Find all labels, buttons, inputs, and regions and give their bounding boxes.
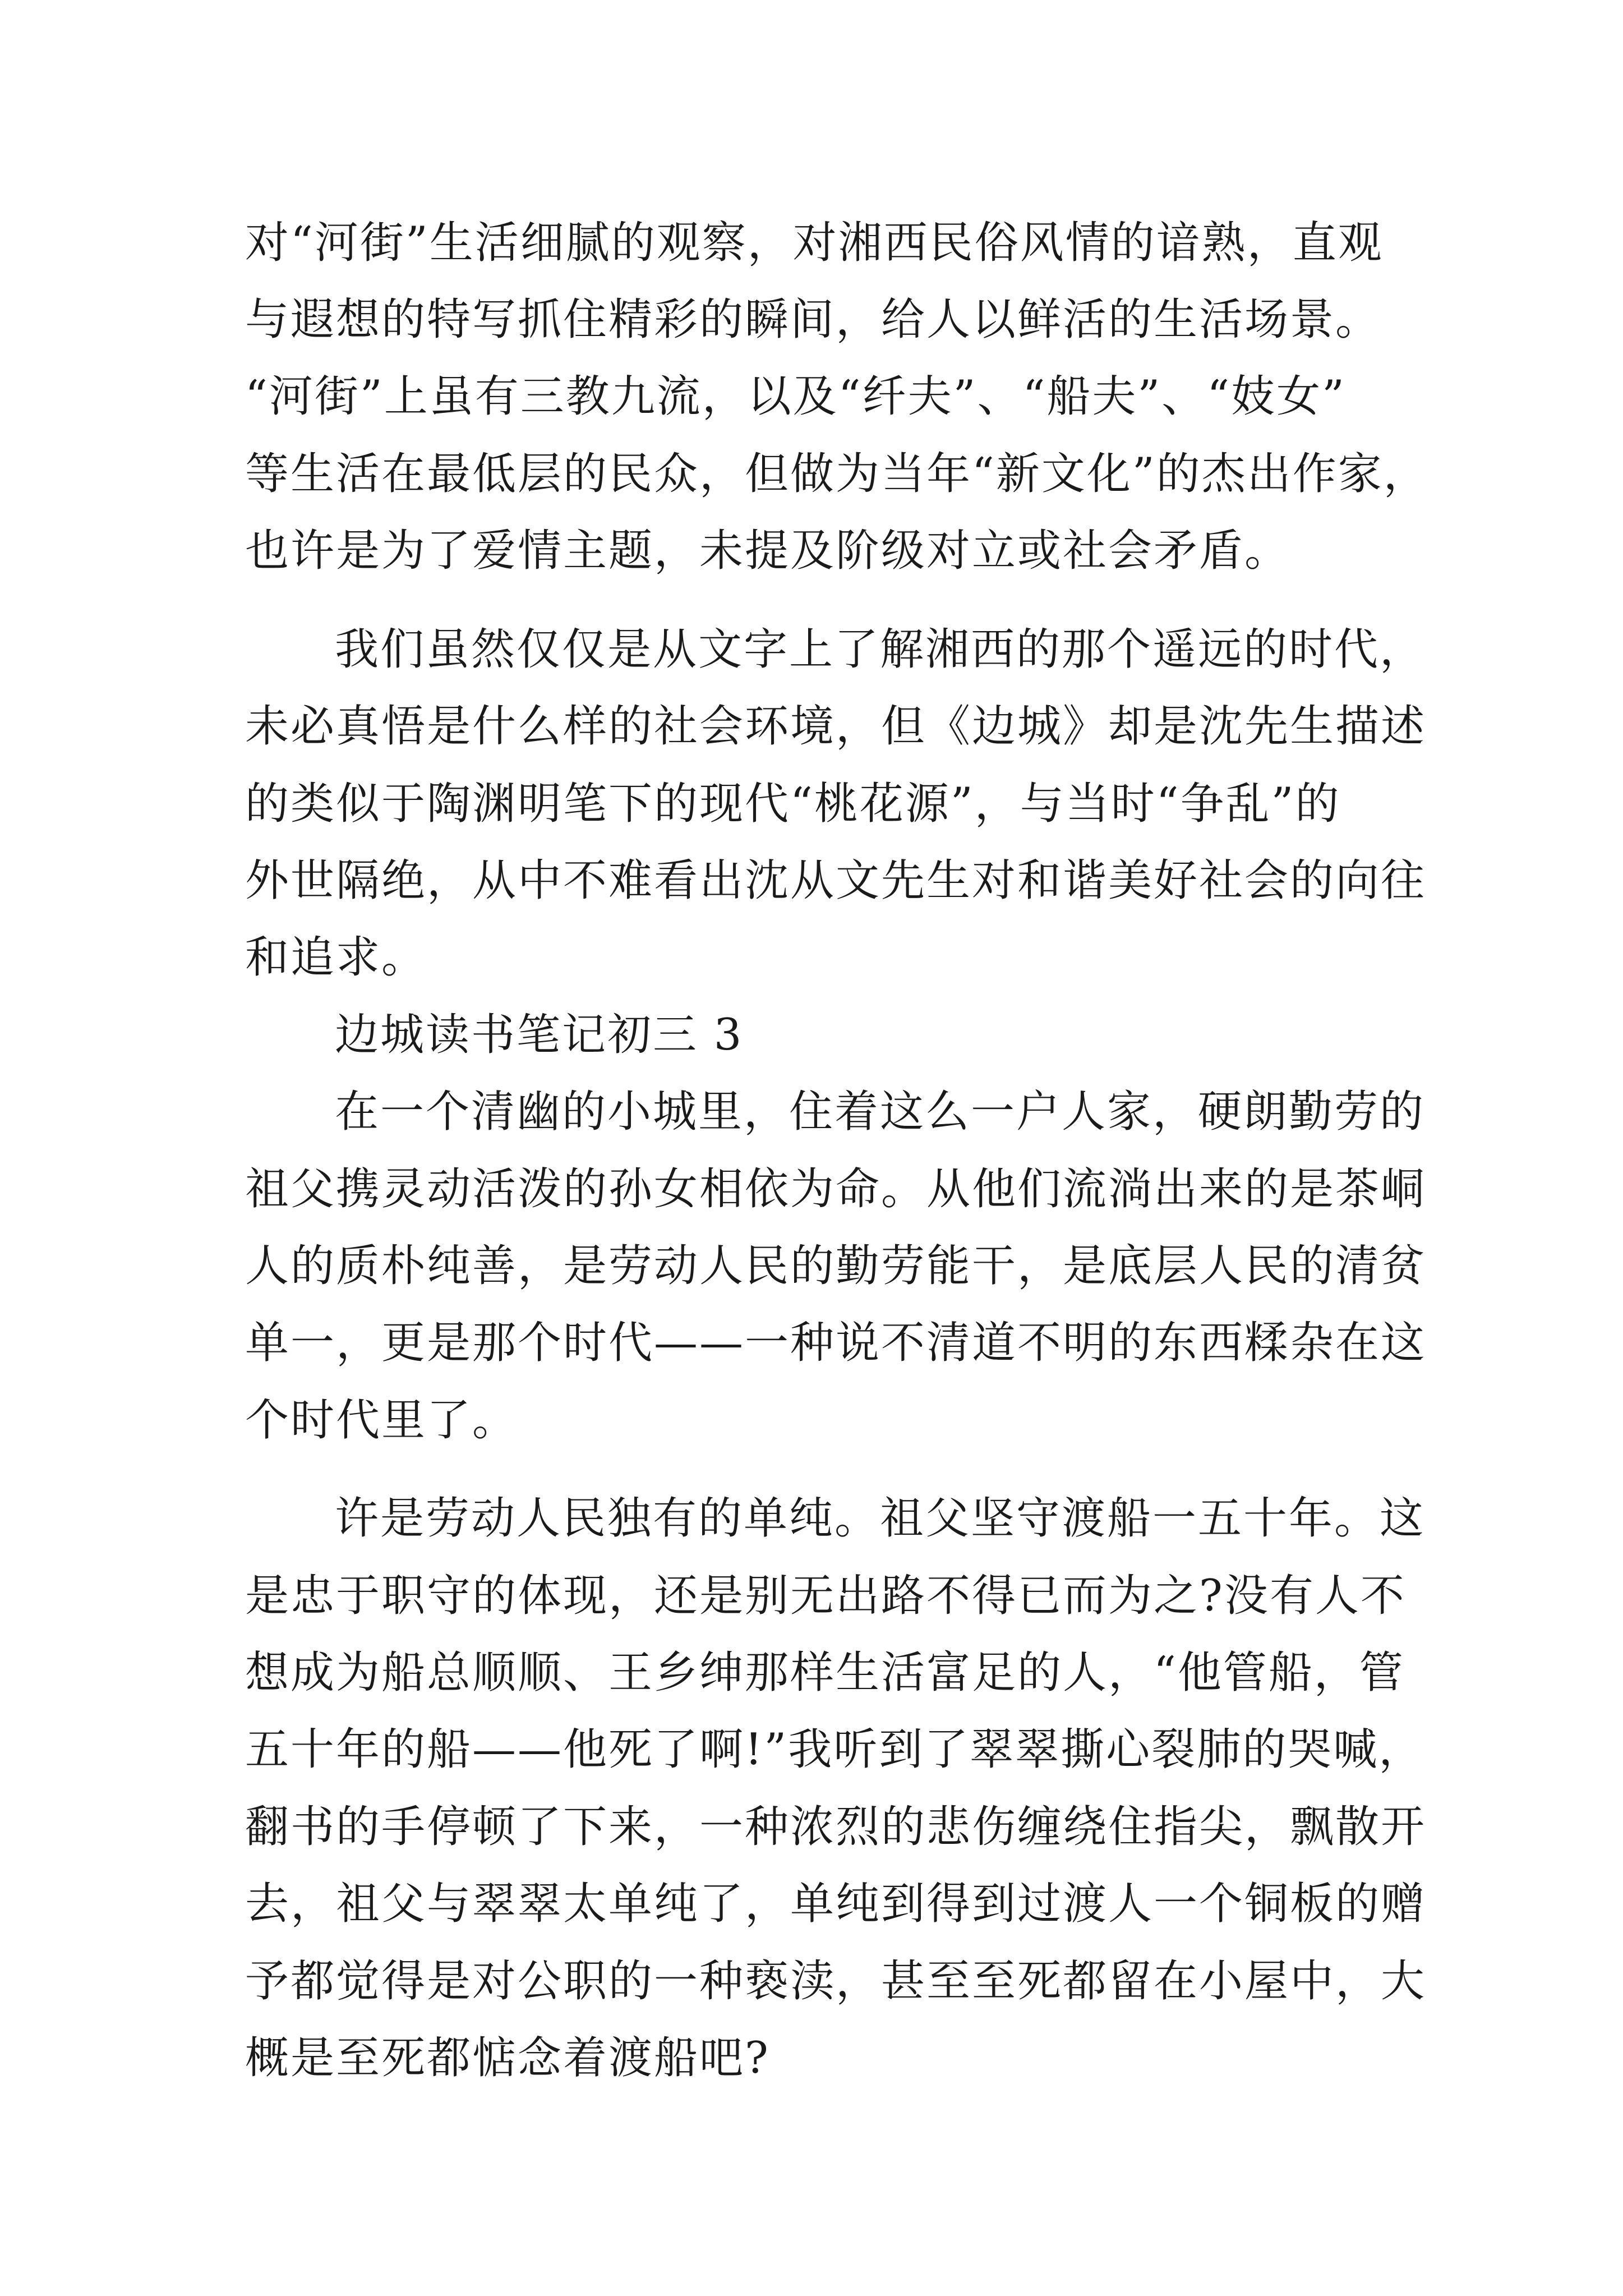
- text-line: 是忠于职守的体现，还是别无出路不得已而为之?没有人不: [245, 1571, 1406, 1621]
- text-line: 翻书的手停顿了下来，一种浓烈的悲伤缠绕住指尖，飘散开: [245, 1802, 1427, 1852]
- text-line: 也许是为了爱情主题，未提及阶级对立或社会矛盾。: [245, 526, 1290, 576]
- text-line: 想成为船总顺顺、王乡绅那样生活富足的人，“他管船，管: [245, 1648, 1405, 1698]
- text-line: 五十年的船——他死了啊!”我听到了翠翠撕心裂肺的哭喊，: [245, 1724, 1424, 1775]
- text-line: 人的质朴纯善，是劳动人民的勤劳能干，是底层人民的清贫: [245, 1241, 1427, 1291]
- text-line: 与遐想的特写抓住精彩的瞬间，给人以鲜活的生活场景。: [245, 295, 1381, 345]
- section-heading: 边城读书笔记初三 3: [335, 1010, 744, 1060]
- text-line: 单一，更是那个时代——一种说不清道不明的东西糅杂在这: [245, 1318, 1427, 1368]
- text-line: 祖父携灵动活泼的孙女相依为命。从他们流淌出来的是茶峒: [245, 1164, 1427, 1214]
- text-line: 概是至死都惦念着渡船吧?: [245, 2033, 770, 2083]
- text-line: 和追求。: [245, 932, 427, 983]
- text-line: “河街”上虽有三教九流，以及“纤夫”、“船夫”、“妓女”: [245, 371, 1347, 422]
- text-line: 个时代里了。: [245, 1395, 518, 1446]
- text-line: 予都觉得是对公职的一种亵渎，甚至至死都留在小屋中，大: [245, 1956, 1427, 2007]
- text-line: 未必真悟是什么样的社会环境，但《边城》却是沈先生描述: [245, 701, 1427, 752]
- paragraph-first-line: 许是劳动人民独有的单纯。祖父坚守渡船一五十年。这: [335, 1493, 1426, 1544]
- text-line: 对“河街”生活细腻的观察，对湘西民俗风情的谙熟，直观: [245, 218, 1384, 268]
- text-line: 的类似于陶渊明笔下的现代“桃花源”，与当时“争乱”的: [245, 779, 1341, 829]
- text-line: 去，祖父与翠翠太单纯了，单纯到得到过渡人一个铜板的赠: [245, 1879, 1427, 1929]
- paragraph-first-line: 我们虽然仅仅是从文字上了解湘西的那个遥远的时代，: [335, 624, 1426, 675]
- text-line: 等生活在最低层的民众，但做为当年“新文化”的杰出作家，: [245, 449, 1429, 499]
- paragraph-first-line: 在一个清幽的小城里，住着这么一户人家，硬朗勤劳的: [335, 1087, 1426, 1137]
- text-line: 外世隔绝，从中不难看出沈从文先生对和谐美好社会的向往: [245, 855, 1427, 906]
